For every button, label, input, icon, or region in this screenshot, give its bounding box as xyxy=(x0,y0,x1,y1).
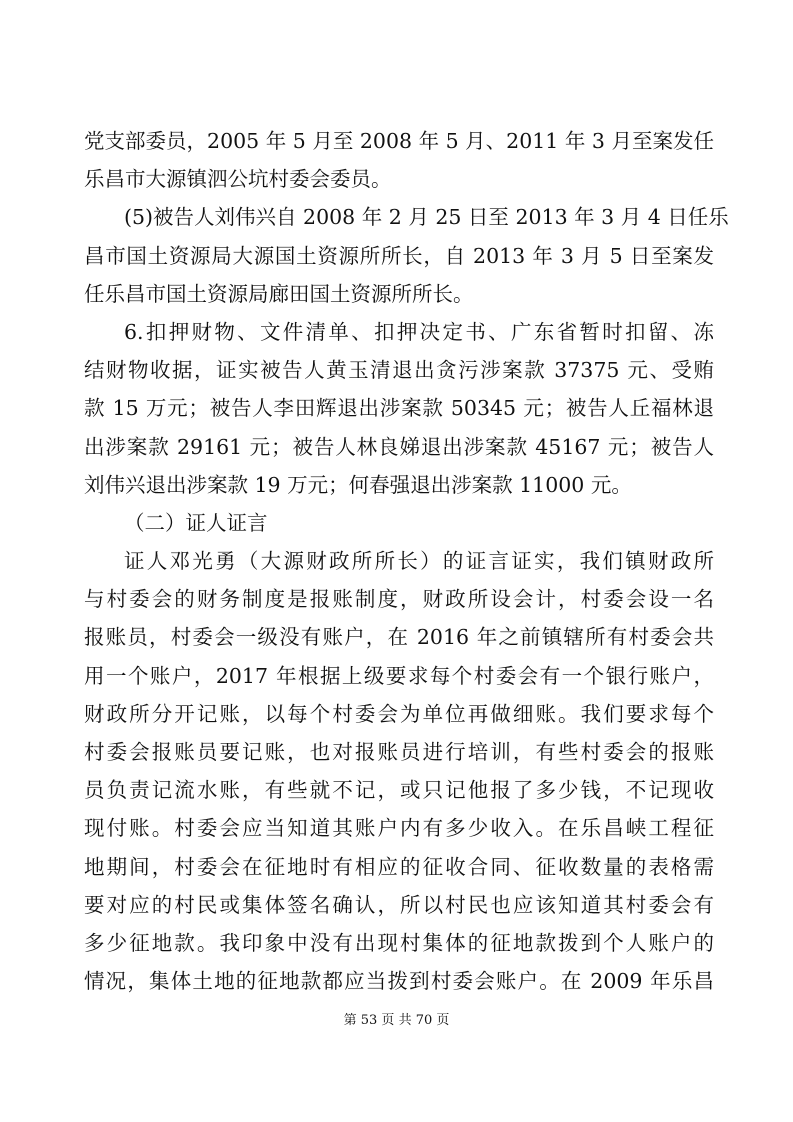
text-line: 结财物收据，证实被告人黄玉清退出贪污涉案款 37375 元、受贿 xyxy=(84,358,714,383)
text-line: 用一个账户，2017 年根据上级要求每个村委会有一个银行账户， xyxy=(84,663,714,688)
text-line: 党支部委员，2005 年 5 月至 2008 年 5 月、2011 年 3 月至案发任 xyxy=(84,129,714,153)
text-line: 要对应的村民或集体签名确认，所以村民也应该知道其村委会有 xyxy=(84,892,714,917)
text-line: 任乐昌市国土资源局廊田国土资源所所长。 xyxy=(84,281,474,306)
text-line: 员负责记流水账，有些就不记，或只记他报了多少钱，不记现收 xyxy=(84,778,714,803)
text-line: 多少征地款。我印象中没有出现村集体的征地款拨到个人账户的 xyxy=(84,930,714,955)
section-heading: （二）证人证言 xyxy=(124,510,268,535)
text-line: (5)被告人刘伟兴自 2008 年 2 月 25 日至 2013 年 3 月 4 日任乐 xyxy=(124,205,729,230)
text-line: 乐昌市大源镇泗公坑村委会委员。 xyxy=(84,167,392,192)
text-line: 款 15 万元；被告人李田辉退出涉案款 50345 元；被告人丘福林退 xyxy=(84,396,714,421)
text-line: 财政所分开记账，以每个村委会为单位再做细账。我们要求每个 xyxy=(84,701,714,726)
text-line: 地期间，村委会在征地时有相应的征收合同、征收数量的表格需 xyxy=(84,854,714,879)
text-line: 与村委会的财务制度是报账制度，财政所设会计，村委会设一名 xyxy=(84,587,714,612)
text-line: 情况，集体土地的征地款都应当拨到村委会账户。在 2009 年乐昌 xyxy=(84,969,714,994)
document-body xyxy=(84,122,729,1000)
text-line: 现付账。村委会应当知道其账户内有多少收入。在乐昌峡工程征 xyxy=(84,816,714,841)
text-line: 证人邓光勇（大源财政所所长）的证言证实，我们镇财政所 xyxy=(124,549,714,574)
text-line: 报账员，村委会一级没有账户，在 2016 年之前镇辖所有村委会共 xyxy=(84,625,714,650)
text-line: 出涉案款 29161 元；被告人林良娣退出涉案款 45167 元；被告人 xyxy=(84,434,714,459)
text-line: 村委会报账员要记账，也对报账员进行培训，有些村委会的报账 xyxy=(84,740,714,764)
text-line: 6.扣押财物、文件清单、扣押决定书、广东省暂时扣留、冻 xyxy=(124,319,714,344)
text-line: 昌市国土资源局大源国土资源所所长，自 2013 年 3 月 5 日至案发 xyxy=(84,243,714,268)
text-line: 刘伟兴退出涉案款 19 万元；何春强退出涉案款 11000 元。 xyxy=(84,472,632,497)
page-footer: 第 53 页 共 70 页 xyxy=(343,1013,450,1028)
